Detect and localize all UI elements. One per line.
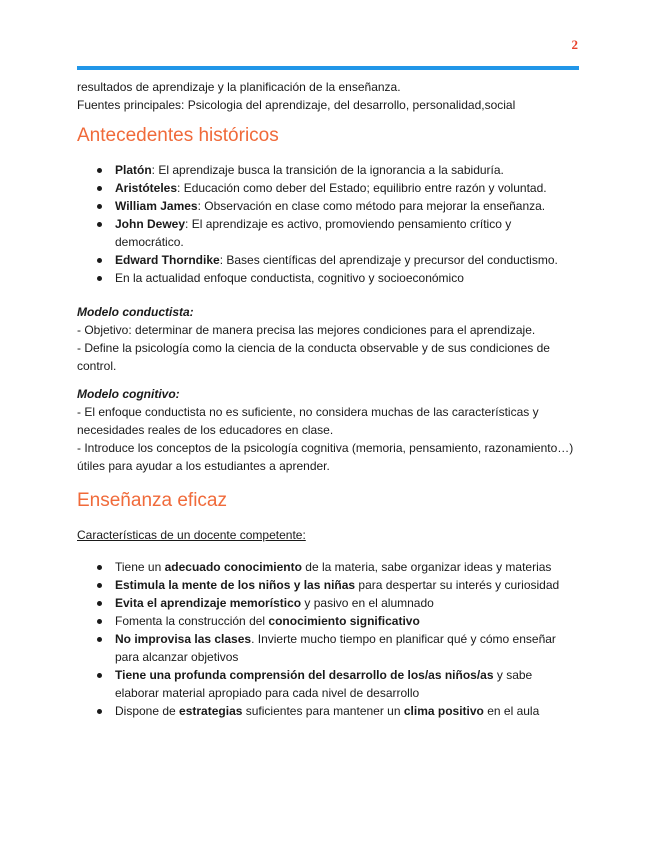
list-item	[115, 215, 579, 251]
list-item-text: de la materia, sabe organizar ideas y materias	[301, 560, 552, 574]
list-item-text: Fomenta la construcción del	[115, 614, 269, 628]
list-item-text: En la actualidad enfoque conductista, cognitivo y socioeconómico	[115, 271, 464, 285]
ensenanza-list	[77, 558, 579, 720]
list-item	[115, 197, 579, 215]
page-number: 2	[571, 37, 578, 52]
modelo-cognitivo-title: Modelo cognitivo:	[77, 387, 180, 401]
section-heading-antecedentes: Antecedentes históricos	[77, 125, 279, 146]
list-item-bold: clima positivo	[403, 704, 484, 718]
list-item-text: y sabe elaborar material apropiado para cada nivel de desarrollo	[115, 668, 533, 700]
list-item-text: suficientes para mantener un	[242, 704, 404, 718]
list-item-bold: Evita el aprendizaje memorístico	[115, 596, 302, 610]
list-item-bold: adecuado conocimiento	[164, 560, 302, 574]
list-item-bold: John Dewey	[115, 217, 186, 231]
list-item-text: . Invierte mucho tiempo en planificar qué y cómo enseñar para alcanzar objetivos	[115, 632, 556, 664]
list-item-text: : Observación en clase como método para mejorar la enseñanza.	[197, 199, 546, 213]
modelo-cognitivo-block	[77, 385, 579, 475]
list-item	[115, 576, 579, 594]
list-item-text: Tiene un	[115, 560, 165, 574]
list-item-bold: conocimiento significativo	[268, 614, 420, 628]
header-rule	[77, 66, 579, 70]
modelo-conductista-title: Modelo conductista:	[77, 305, 194, 319]
list-item-bold: Edward Thorndike	[115, 253, 220, 267]
list-item	[115, 269, 579, 287]
list-item	[115, 179, 579, 197]
list-item-bold: estrategias	[179, 704, 243, 718]
list-item-text: para despertar su interés y curiosidad	[355, 578, 560, 592]
list-item-text: : Bases científicas del aprendizaje y precursor del conductismo.	[219, 253, 558, 267]
document-body	[77, 78, 579, 720]
section-heading-ensenanza: Enseñanza eficaz	[77, 490, 227, 511]
list-item	[115, 161, 579, 179]
list-item-bold: Estimula la mente de los niños y las niñas	[115, 578, 356, 592]
list-item-text: : El aprendizaje es activo, promoviendo pensamiento crítico y democrático.	[115, 217, 512, 249]
modelo-conductista-line: - Define la psicología como la ciencia de la conducta observable y de sus condiciones de control.	[77, 341, 550, 373]
ensenanza-subheading: Características de un docente competente:	[77, 528, 306, 542]
modelo-cognitivo-line: - Introduce los conceptos de la psicología cognitiva (memoria, pensamiento, razonamiento…) útiles para ayudar a los estudiantes a aprender.	[77, 441, 574, 473]
modelo-conductista-line: - Objetivo: determinar de manera precisa las mejores condiciones para el aprendizaje.	[77, 323, 536, 337]
list-item-text: : Educación como deber del Estado; equilibrio entre razón y voluntad.	[177, 181, 547, 195]
list-item-bold: William James	[115, 199, 198, 213]
list-item	[115, 251, 579, 269]
list-item	[115, 666, 579, 702]
list-item-text: en el aula	[483, 704, 540, 718]
list-item-text: y pasivo en el alumnado	[301, 596, 434, 610]
list-item-text: Dispone de	[115, 704, 180, 718]
list-item	[115, 702, 579, 720]
antecedentes-list	[77, 161, 579, 287]
list-item	[115, 630, 579, 666]
intro-line: resultados de aprendizaje y la planificación de la enseñanza.	[77, 80, 401, 94]
list-item	[115, 558, 579, 576]
list-item	[115, 594, 579, 612]
list-item-text: : El aprendizaje busca la transición de la ignorancia a la sabiduría.	[151, 163, 504, 177]
list-item-bold: Aristóteles	[115, 181, 178, 195]
list-item-bold: Tiene una profunda comprensión del desarrollo de los/as niños/as	[115, 668, 494, 682]
modelo-cognitivo-line: - El enfoque conductista no es suficiente, no considera muchas de las características y necesidades reales de los educadores en clase.	[77, 405, 539, 437]
list-item	[115, 612, 579, 630]
intro-line: Fuentes principales: Psicologia del aprendizaje, del desarrollo, personalidad,social	[77, 98, 516, 112]
list-item-bold: Platón	[115, 163, 152, 177]
list-item-bold: No improvisa las clases	[115, 632, 252, 646]
intro-paragraph	[77, 78, 579, 114]
modelo-conductista-block	[77, 303, 579, 375]
